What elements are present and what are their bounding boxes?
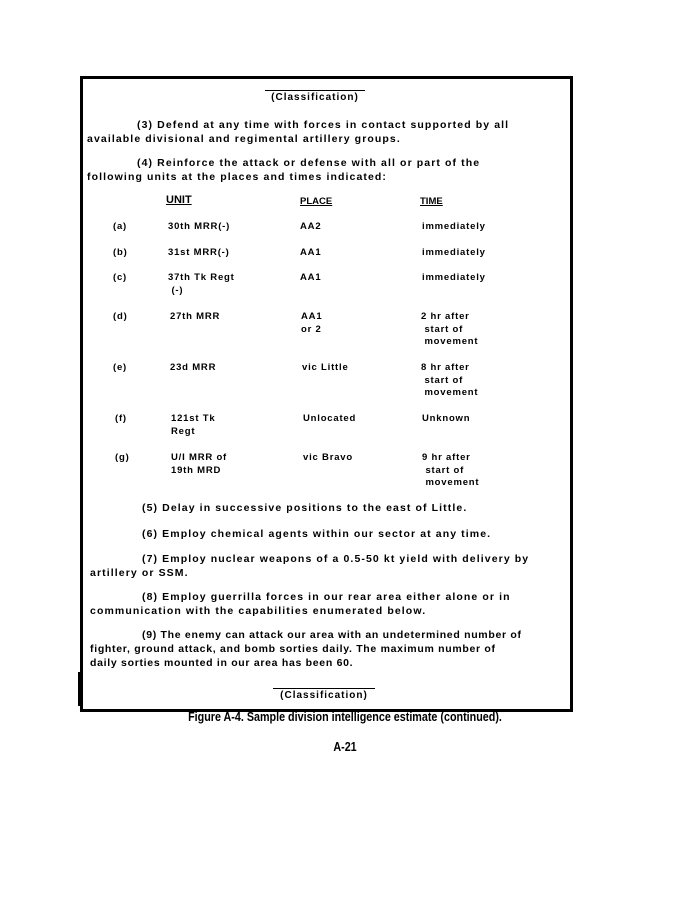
row-label: (c) <box>113 272 128 283</box>
row-label: (g) <box>115 452 130 463</box>
paragraph-7-text: (7) Employ nuclear weapons of a 0.5-50 kt yield with delivery by artillery or SSM. <box>90 553 530 579</box>
row-place: vic Bravo <box>303 452 353 463</box>
paragraph-7 <box>90 552 529 580</box>
row-label: (f) <box>115 413 127 424</box>
row-place: vic Little <box>302 362 349 373</box>
header-unit: UNIT <box>166 194 192 206</box>
row-time: 9 hr after start of movement <box>422 452 480 488</box>
row-unit: 37th Tk Regt (-) <box>168 272 235 296</box>
row-unit: 27th MRR <box>170 311 221 322</box>
row-unit: 23d MRR <box>170 362 217 373</box>
row-time: immediately <box>422 272 486 283</box>
header-time: TIME <box>420 196 443 207</box>
row-place: AA1 <box>300 247 322 258</box>
row-time: Unknown <box>422 413 471 424</box>
paragraph-4 <box>87 156 480 184</box>
paragraph-9 <box>90 628 522 670</box>
row-place: AA1 <box>300 272 322 283</box>
paragraph-8-text: (8) Employ guerrilla forces in our rear area either alone or in communication with the capabilities enumerated below. <box>90 591 511 617</box>
row-label: (e) <box>113 362 128 373</box>
paragraph-9-text: (9) The enemy can attack our area with an undetermined number of fighter, ground attack, and bomb sorties daily. The maximum number of daily sorties mounted in our area has been 60. <box>90 629 522 669</box>
row-time: 8 hr after start of movement <box>421 362 479 398</box>
paragraph-3 <box>87 118 509 146</box>
row-unit: U/I MRR of 19th MRD <box>171 452 228 476</box>
paragraph-8 <box>90 590 511 618</box>
row-place: AA1 or 2 <box>301 311 323 335</box>
header-place: PLACE <box>300 196 333 207</box>
row-unit: 30th MRR(-) <box>168 221 231 232</box>
row-unit: 121st Tk Regt <box>171 413 216 437</box>
row-unit: 31st MRR(-) <box>168 247 230 258</box>
row-label: (d) <box>113 311 128 322</box>
paragraph-3-text: (3) Defend at any time with forces in contact supported by all available divisional and regimental artillery groups. <box>87 119 510 145</box>
row-place: Unlocated <box>303 413 357 424</box>
paragraph-5 <box>90 501 467 515</box>
row-label: (b) <box>113 247 128 258</box>
row-time: immediately <box>422 221 486 232</box>
row-time: 2 hr after start of movement <box>421 311 479 347</box>
row-label: (a) <box>113 221 128 232</box>
paragraph-6-text: (6) Employ chemical agents within our sector at any time. <box>142 528 492 540</box>
paragraph-4-text: (4) Reinforce the attack or defense with all or part of the following units at the places and times indicated: <box>87 157 481 183</box>
row-place: AA2 <box>300 221 322 232</box>
classification-top: (Classification) <box>265 90 365 103</box>
paragraph-6 <box>90 527 491 541</box>
row-time: immediately <box>422 247 486 258</box>
paragraph-5-text: (5) Delay in successive positions to the east of Little. <box>142 502 468 514</box>
figure-caption: Figure A-4. Sample division intelligence estimate (continued). <box>188 710 502 724</box>
page-number: A-21 <box>333 740 357 754</box>
change-bar <box>78 672 81 706</box>
classification-bottom: (Classification) <box>273 688 375 701</box>
